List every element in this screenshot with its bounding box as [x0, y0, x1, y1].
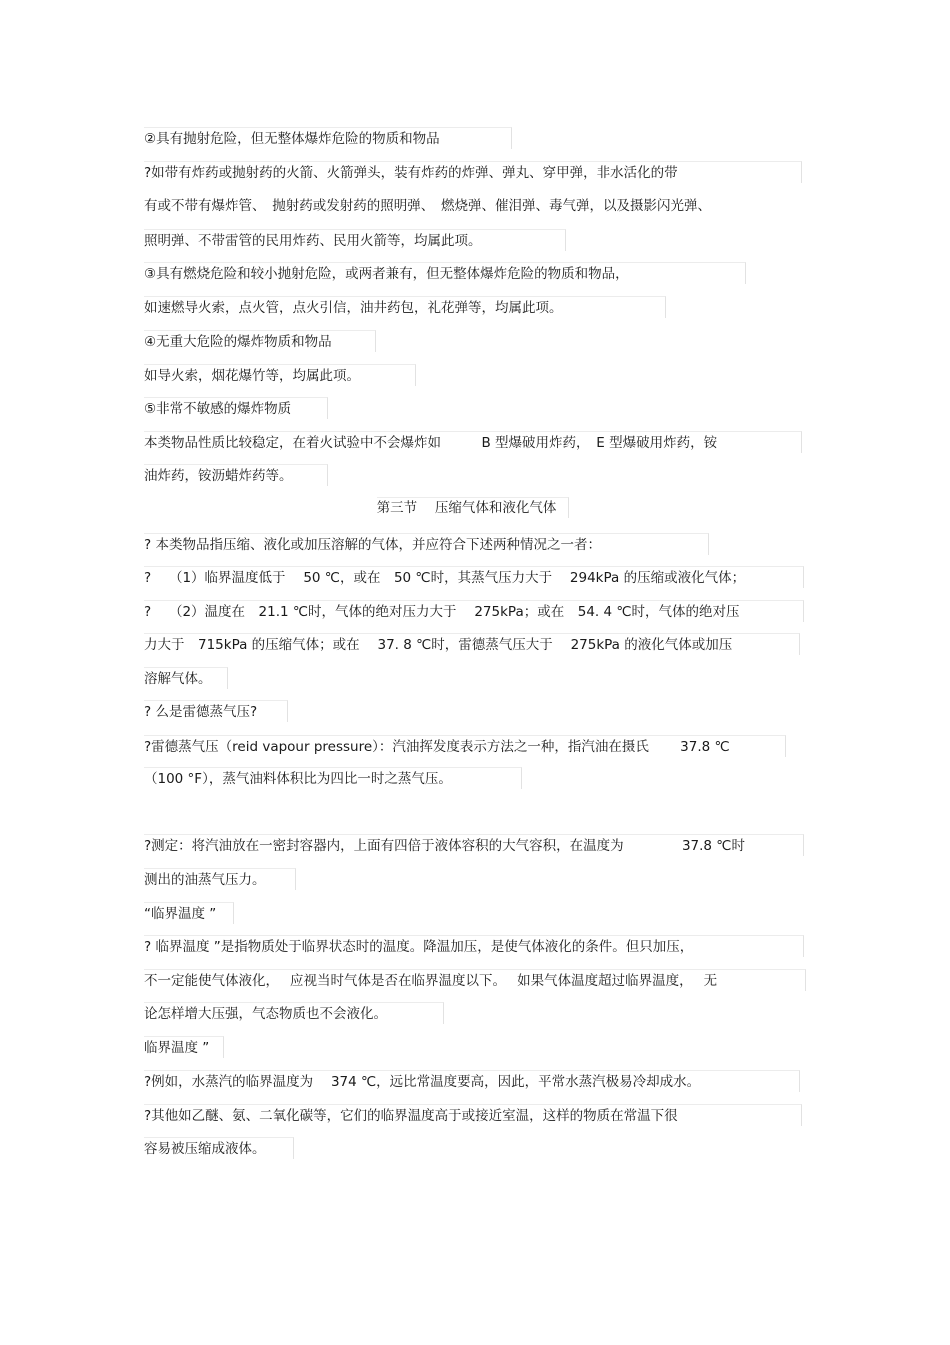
- text-line: 临界温度 ”: [144, 1036, 224, 1058]
- text-line: 不一定能使气体液化， 应视当时气体是否在临界温度以下。 如果气体温度超过临界温度， 无: [144, 969, 806, 991]
- text-line: ?测定：将汽油放在一密封容器内，上面有四倍于液体容积的大气容积，在温度为 37.8 ℃时: [144, 834, 804, 856]
- text-line: ?例如，水蒸汽的临界温度为 374 ℃，远比常温度要高，因此，平常水蒸汽极易冷却成水。: [144, 1070, 800, 1092]
- text-line: “临界温度 ”: [144, 902, 234, 924]
- text-line: ③具有燃烧危险和较小抛射危险，或两者兼有，但无整体爆炸危险的物质和物品，: [144, 262, 746, 284]
- text-line: ? 么是雷德蒸气压?: [144, 700, 288, 722]
- text-line: 油炸药，铵沥蜡炸药等。: [144, 464, 328, 486]
- text-line: 测出的油蒸气压力。: [144, 868, 296, 890]
- text-line: （100 °F），蒸气油料体积比为四比一时之蒸气压。: [144, 767, 522, 789]
- text-line: ?如带有炸药或抛射药的火箭、火箭弹头，装有炸药的炸弹、弹丸、穿甲弹，非水活化的带: [144, 161, 802, 183]
- text-line: 力大于 715kPa 的压缩气体；或在 37. 8 ℃时，雷德蒸气压大于 275kPa 的液化气体或加压: [144, 633, 800, 655]
- text-line: ④无重大危险的爆炸物质和物品: [144, 330, 376, 352]
- text-line: ? 临界温度 ”是指物质处于临界状态时的温度。降温加压，是使气体液化的条件。但只加压，: [144, 935, 804, 957]
- text-line: ? （1）临界温度低于 50 ℃，或在 50 ℃时，其蒸气压力大于 294kPa 的压缩或液化气体；: [144, 566, 804, 588]
- section-heading: [0, 497, 950, 519]
- text-line: ? （2）温度在 21.1 ℃时，气体的绝对压力大于 275kPa；或在 54. 4 ℃时，气体的绝对压: [144, 600, 804, 622]
- text-line: ? 本类物品指压缩、液化或加压溶解的气体，并应符合下述两种情况之一者：: [144, 533, 709, 555]
- text-line: ②具有抛射危险，但无整体爆炸危险的物质和物品: [144, 127, 512, 149]
- text-line: 本类物品性质比较稳定，在着火试验中不会爆炸如 B 型爆破用炸药， E 型爆破用炸药，铵: [144, 431, 802, 453]
- text-line: 有或不带有爆炸管、 抛射药或发射药的照明弹、 燃烧弹、催泪弹、毒气弹，以及摄影闪光弹、: [144, 198, 711, 214]
- text-line: 溶解气体。: [144, 667, 228, 689]
- text-line: 如速燃导火索，点火管，点火引信，油井药包，礼花弹等，均属此项。: [144, 296, 666, 318]
- text-line: ⑤非常不敏感的爆炸物质: [144, 397, 328, 419]
- text-line: 论怎样增大压强，气态物质也不会液化。: [144, 1002, 444, 1024]
- text-line: 照明弹、不带雷管的民用炸药、民用火箭等，均属此项。: [144, 229, 566, 251]
- section-heading-text: 第三节 压缩气体和液化气体: [377, 497, 570, 518]
- text-line: 如导火索，烟花爆竹等，均属此项。: [144, 364, 416, 386]
- text-line: ?其他如乙醚、氨、二氧化碳等，它们的临界温度高于或接近室温，这样的物质在常温下很: [144, 1104, 802, 1126]
- text-line: ?雷德蒸气压（reid vapour pressure）：汽油挥发度表示方法之一种，指汽油在摄氏 37.8 ℃: [144, 735, 786, 757]
- text-line: 容易被压缩成液体。: [144, 1137, 294, 1159]
